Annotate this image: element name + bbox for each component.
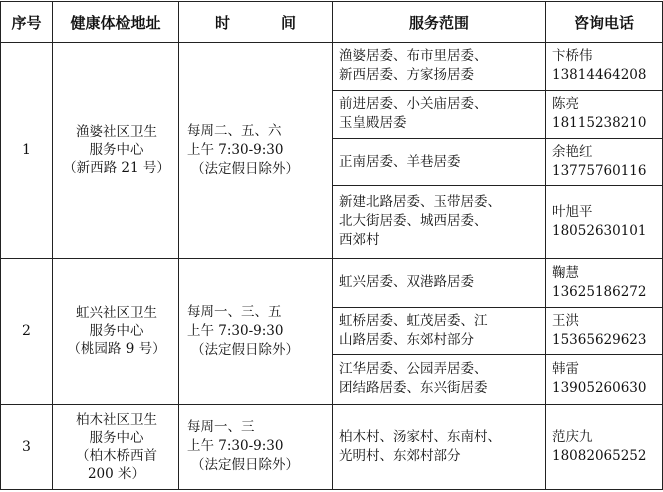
service-scope: 前进居委、小关庙居委、 玉皇殿居委 xyxy=(333,90,546,139)
row-number: 2 xyxy=(1,258,53,404)
health-check-table xyxy=(0,1,663,490)
contact-phone: 13905260630 xyxy=(552,380,647,397)
center-address: 柏木社区卫生 服务中心 （柏木桥西首 200 米） xyxy=(53,404,179,489)
header-row xyxy=(1,2,663,43)
row-number: 1 xyxy=(1,43,53,259)
service-scope: 虹桥居委、虹茂居委、江 山路居委、东郊村部分 xyxy=(333,307,546,355)
contact-phone: 13814464208 xyxy=(552,67,647,84)
service-scope: 柏木村、汤家村、东南村、 光明村、东郊村部分 xyxy=(333,404,546,489)
contact xyxy=(546,404,663,489)
header-scope: 服务范围 xyxy=(333,2,546,43)
contact xyxy=(546,258,663,307)
service-scope: 新建北路居委、玉带居委、 北大街居委、城西居委、 西郊村 xyxy=(333,185,546,258)
contact-name: 陈亮 xyxy=(552,96,579,113)
contact-name: 范庆九 xyxy=(552,428,593,445)
contact xyxy=(546,185,663,258)
contact xyxy=(546,43,663,91)
row-number: 3 xyxy=(1,404,53,489)
table-row xyxy=(1,43,663,91)
contact-phone: 13775760116 xyxy=(552,163,647,180)
service-scope: 渔婆居委、布市里居委、 新西居委、方家扬居委 xyxy=(333,43,546,91)
contact xyxy=(546,90,663,139)
contact-phone: 18115238210 xyxy=(552,115,647,132)
contact-name: 余艳红 xyxy=(552,144,593,161)
contact-name: 卞桥伟 xyxy=(552,48,593,65)
contact xyxy=(546,355,663,405)
contact-name: 韩雷 xyxy=(552,361,579,378)
contact-phone: 13625186272 xyxy=(552,283,647,300)
service-time: 每周一、三 上午 7:30-9:30 （法定假日除外） xyxy=(179,404,333,489)
center-address: 渔婆社区卫生 服务中心 （新西路 21 号） xyxy=(53,43,179,259)
contact-phone: 18082065252 xyxy=(552,447,647,464)
contact xyxy=(546,139,663,186)
contact xyxy=(546,307,663,355)
contact-name: 叶旭平 xyxy=(552,203,593,220)
center-address: 虹兴社区卫生 服务中心 （桃园路 9 号） xyxy=(53,258,179,404)
table-row xyxy=(1,258,663,307)
table-row xyxy=(1,404,663,489)
header-address: 健康体检地址 xyxy=(53,2,179,43)
header-phone: 咨询电话 xyxy=(546,2,663,43)
header-time: 时 间 xyxy=(179,2,333,43)
service-time: 每周一、三、五 上午 7:30-9:30 （法定假日除外） xyxy=(179,258,333,404)
service-time: 每周二、五、六 上午 7:30-9:30 （法定假日除外） xyxy=(179,43,333,259)
header-no: 序号 xyxy=(1,2,53,43)
service-scope: 正南居委、羊巷居委 xyxy=(333,139,546,186)
contact-name: 王洪 xyxy=(552,312,579,329)
contact-phone: 15365629623 xyxy=(552,331,647,348)
contact-phone: 18052630101 xyxy=(552,222,647,239)
service-scope: 虹兴居委、双港路居委 xyxy=(333,258,546,307)
service-scope: 江华居委、公园弄居委、 团结路居委、东兴街居委 xyxy=(333,355,546,405)
contact-name: 鞠慧 xyxy=(552,264,579,281)
